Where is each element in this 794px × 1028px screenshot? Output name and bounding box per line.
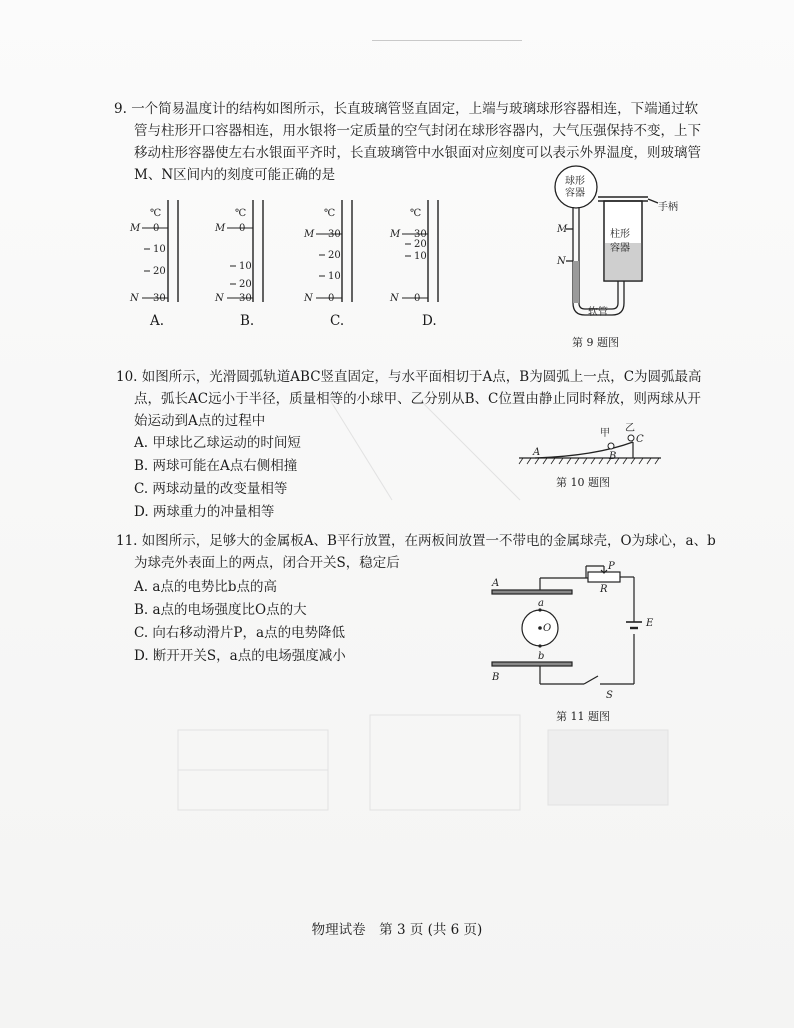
q11-option-d: D. 断开开关S，a点的电场强度减小 <box>134 648 346 664</box>
q9-line-4: M、N区间内的刻度可能正确的是 <box>134 167 336 183</box>
q10-option-d: D. 两球重力的冲量相等 <box>134 504 275 520</box>
scale-c <box>303 200 352 304</box>
scale-c-n: N <box>304 293 313 304</box>
q10-caption: 第 10 题图 <box>556 476 610 489</box>
q10-line-2: 点，弧长AC远小于半径，质量相等的小球甲、乙分别从B、C位置由静止同时释放，则两球从开 <box>134 391 701 407</box>
q11-option-c: C. 向右移动滑片P，a点的电势降低 <box>134 625 346 641</box>
scale-a-n: N <box>130 293 139 304</box>
scale-c-unit: ℃ <box>324 208 336 219</box>
scale-c-tick-0: 30 <box>328 229 341 240</box>
scale-d-n: N <box>390 293 399 304</box>
q10-line-3: 始运动到A点的过程中 <box>134 413 266 429</box>
circuit-label-a-plate: A <box>492 578 500 589</box>
track-label-c: C <box>636 434 644 445</box>
scale-a-m: M <box>130 223 141 234</box>
q9-scale-options <box>120 192 450 332</box>
q10-stem <box>116 366 702 388</box>
q10-track-figure <box>515 422 665 470</box>
q11-stem <box>116 530 716 552</box>
scale-d-tick-0: 30 <box>414 229 427 240</box>
q11-option-a: A. a点的电势比b点的高 <box>134 579 278 595</box>
scale-c-tick-1: 20 <box>328 250 341 261</box>
q9-line-3: 移动柱形容器使左右水银面平齐时，长直玻璃管中水银面对应刻度可以表示外界温度，则玻璃管 <box>134 145 701 161</box>
circuit-label-e: E <box>646 618 654 629</box>
track-label-b: B <box>609 451 617 462</box>
label-n: N <box>557 256 566 267</box>
q11-caption: 第 11 题图 <box>556 710 610 723</box>
scale-a-tick-0: 0 <box>153 223 160 234</box>
circuit-label-p: P <box>608 561 615 572</box>
scale-c-m: M <box>304 229 315 240</box>
scale-c-tick-2: 10 <box>328 271 341 282</box>
label-cylinder-1: 柱形 <box>610 229 630 240</box>
q10-line-1: 如图所示，光滑圆弧轨道ABC竖直固定，与水平面相切于A点，B为圆弧上一点，C为圆弧最高 <box>141 369 702 385</box>
q9-option-c: C. <box>330 313 345 329</box>
label-handle: 手柄 <box>658 202 678 213</box>
scale-d-m: M <box>390 229 401 240</box>
q11-line-2: 为球壳外表面上的两点，闭合开关S，稳定后 <box>134 555 400 571</box>
q9-caption: 第 9 题图 <box>572 336 619 349</box>
q9-line-1: 一个简易温度计的结构如图所示，长直玻璃管竖直固定，上端与玻璃球形容器相连，下端通过软 <box>131 101 699 117</box>
circuit-label-r: R <box>600 584 608 595</box>
track-label-jia: 甲 <box>600 428 610 439</box>
scale-a-unit: ℃ <box>150 208 162 219</box>
scale-b-tick-3: 30 <box>239 293 252 304</box>
scale-a-tick-1: 10 <box>153 244 166 255</box>
circuit-label-b-point: b <box>538 651 545 662</box>
q9-apparatus-figure <box>540 165 690 330</box>
q9-stem <box>114 98 698 120</box>
q10-option-a: A. 甲球比乙球运动的时间短 <box>134 435 301 451</box>
q10-option-c: C. 两球动量的改变量相等 <box>134 481 288 497</box>
scale-b-tick-2: 20 <box>239 279 252 290</box>
q9-line-2: 管与柱形开口容器相连，用水银将一定质量的空气封闭在球形容器内，大气压强保持不变，上下 <box>134 123 701 139</box>
scale-a-tick-3: 30 <box>153 293 166 304</box>
scale-d <box>389 200 438 304</box>
scale-b-tick-1: 10 <box>239 261 252 272</box>
label-hose: 软管 <box>588 307 608 318</box>
label-bulb-2: 容器 <box>565 188 585 199</box>
track-label-yi: 乙 <box>625 423 635 434</box>
q10-option-b: B. 两球可能在A点右侧相撞 <box>134 458 298 474</box>
scale-d-tick-3: 0 <box>414 293 421 304</box>
circuit-label-s: S <box>606 690 613 700</box>
scale-b-n: N <box>215 293 224 304</box>
q11-circuit-figure <box>488 560 668 700</box>
circuit-label-b-plate: B <box>492 672 500 683</box>
q9-number: 9. <box>114 101 127 117</box>
q11-line-1: 如图所示，足够大的金属板A、B平行放置，在两板间放置一不带电的金属球壳，O为球心，a、b <box>141 533 716 549</box>
scale-b <box>214 200 263 304</box>
q9-option-a: A. <box>150 313 165 329</box>
circuit-label-o: O <box>543 623 552 634</box>
q11-option-b: B. a点的电场强度比O点的大 <box>134 602 307 618</box>
q11-number: 11. <box>116 533 138 549</box>
scale-b-unit: ℃ <box>235 208 247 219</box>
label-bulb-1: 球形 <box>565 176 585 187</box>
scale-a-tick-2: 20 <box>153 266 166 277</box>
scale-d-tick-2: 10 <box>414 251 427 262</box>
track-label-a: A <box>533 447 541 458</box>
q9-option-d: D. <box>422 313 437 329</box>
scale-d-unit: ℃ <box>410 208 422 219</box>
scale-d-tick-1: 20 <box>414 239 427 250</box>
scale-c-tick-3: 0 <box>328 293 335 304</box>
label-m: M <box>557 224 568 235</box>
scale-b-m: M <box>215 223 226 234</box>
circuit-label-a-point: a <box>538 598 544 609</box>
scale-a <box>129 200 178 304</box>
scale-b-tick-0: 0 <box>239 223 246 234</box>
page-footer: 物理试卷 第 3 页 (共 6 页) <box>311 922 483 938</box>
label-cylinder-2: 容器 <box>610 243 630 254</box>
q9-option-b: B. <box>240 313 255 329</box>
q10-number: 10. <box>116 369 138 385</box>
